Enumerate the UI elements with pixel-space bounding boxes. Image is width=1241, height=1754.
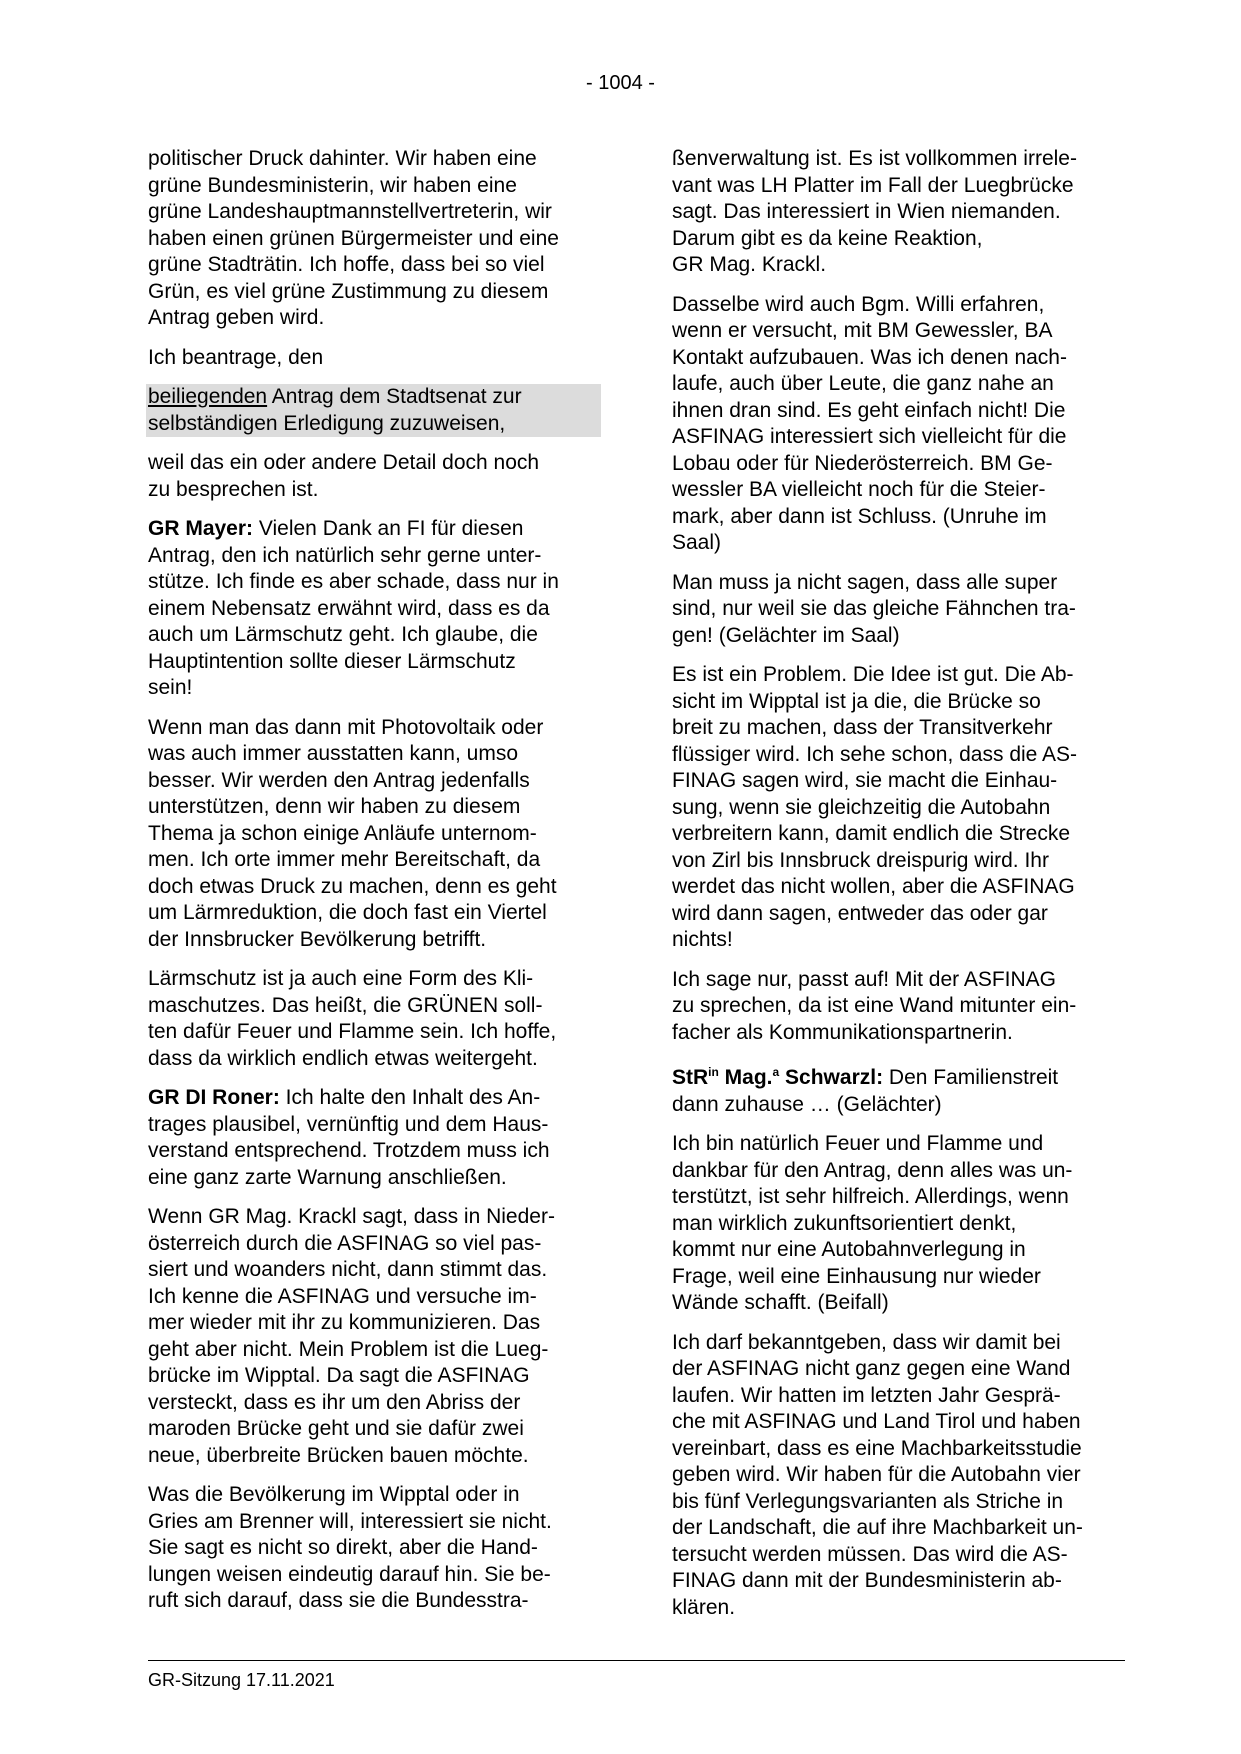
text-line: brücke im Wipptal. Da sagt die ASFINAG xyxy=(148,1364,530,1387)
text-line: klären. xyxy=(672,1595,736,1619)
text-line: Lobau oder für Niederösterreich. BM Ge- xyxy=(672,451,1053,475)
text-line: unterstützen, denn wir haben zu diesem xyxy=(148,795,521,818)
text-line: flüssiger wird. Ich sehe schon, dass die AS- xyxy=(672,742,1078,766)
speech-roner xyxy=(148,1085,603,1191)
speech-mayer xyxy=(148,516,603,702)
text-line: Ich darf bekanntgeben, dass wir damit bei xyxy=(672,1330,1061,1354)
speech-first-line xyxy=(672,1059,1127,1092)
text-line: maroden Brücke geht und sie dafür zwei xyxy=(148,1417,524,1440)
motion-line: selbständigen Erledigung zuzuweisen, xyxy=(148,411,506,435)
text-line: grüne Landeshauptmannstellvertreterin, wir xyxy=(148,200,552,223)
text-line: vant was LH Platter im Fall der Luegbrücke xyxy=(672,173,1074,197)
text-line: von Zirl bis Innsbruck dreispurig wird. Ihr xyxy=(672,848,1049,872)
speech-text: Ich halte den Inhalt des An- xyxy=(279,1086,541,1109)
text-line: bis fünf Verlegungsvarianten als Striche in xyxy=(672,1489,1064,1513)
text-line: haben einen grünen Bürgermeister und eine xyxy=(148,226,559,250)
text-line: Hauptintention sollte dieser Lärmschutz xyxy=(148,649,516,673)
text-line: sein! xyxy=(148,676,193,699)
text-line: nichts! xyxy=(672,928,733,951)
paragraph xyxy=(672,1131,1127,1317)
paragraph xyxy=(148,1204,603,1469)
text-line: sind, nur weil sie das gleiche Fähnchen tra- xyxy=(672,597,1076,620)
text-line: eine ganz zarte Warnung anschließen. xyxy=(148,1165,507,1189)
text-line: zu sprechen, da ist eine Wand mitunter ein- xyxy=(672,994,1077,1017)
text-line: Es ist ein Problem. Die Idee ist gut. Die Ab- xyxy=(672,663,1074,686)
text-line: Wenn man das dann mit Photovoltaik oder xyxy=(148,715,544,739)
text-line: ten dafür Feuer und Flamme sein. Ich hoffe, xyxy=(148,1020,557,1043)
text-line: um Lärmreduktion, die doch fast ein Viertel xyxy=(148,901,547,924)
text-line: sagt. Das interessiert in Wien niemanden. xyxy=(672,200,1061,223)
page-number: - 1004 - xyxy=(586,72,655,94)
paragraph xyxy=(148,146,603,332)
text-line: stütze. Ich finde es aber schade, dass nur in xyxy=(148,570,559,593)
speech-text: Vielen Dank an FI für diesen xyxy=(253,517,524,540)
footer-divider xyxy=(148,1660,1125,1661)
text-line: verbreitern kann, damit endlich die Strecke xyxy=(672,822,1071,845)
speech-text: Den Familienstreit xyxy=(883,1066,1059,1089)
text-line: Wenn GR Mag. Krackl sagt, dass in Nieder- xyxy=(148,1205,555,1228)
text-line: Frage, weil eine Einhausung nur wieder xyxy=(672,1264,1041,1288)
text-line: was auch immer ausstatten kann, umso xyxy=(148,742,519,765)
text-line: dass da wirklich endlich etwas weitergeht. xyxy=(148,1046,538,1070)
text-line: vereinbart, dass es eine Machbarkeitsstudie xyxy=(672,1436,1082,1460)
text-line: mark, aber dann ist Schluss. (Unruhe im xyxy=(672,504,1047,528)
paragraph xyxy=(672,570,1127,650)
text-line: ruft sich darauf, dass sie die Bundesstra- xyxy=(148,1589,529,1612)
text-line: tersucht werden müssen. Das wird die AS- xyxy=(672,1542,1068,1566)
text-line: GR Mag. Krackl. xyxy=(672,253,827,276)
text-line: Antrag, den ich natürlich sehr gerne unter- xyxy=(148,543,542,567)
text-line: che mit ASFINAG und Land Tirol und haben xyxy=(672,1410,1081,1433)
speech-lines xyxy=(672,1092,1127,1119)
motion-highlight-block xyxy=(146,384,601,437)
text-line: sicht im Wipptal ist ja die, die Brücke so xyxy=(672,689,1041,713)
paragraph xyxy=(672,146,1127,279)
motion-line xyxy=(148,384,601,411)
text-line: men. Ich orte immer mehr Bereitschaft, da xyxy=(148,848,541,871)
text-line: auch um Lärmschutz geht. Ich glaube, die xyxy=(148,623,538,646)
text-line: Sie sagt es nicht so direkt, aber die Hand- xyxy=(148,1536,538,1559)
speech-first-line xyxy=(148,1085,603,1112)
text-line: dankbar für den Antrag, denn alles was un- xyxy=(672,1158,1073,1182)
text-line: terstützt, ist sehr hilfreich. Allerdings, wenn xyxy=(672,1185,1069,1208)
text-line: Man muss ja nicht sagen, dass alle super xyxy=(672,570,1058,594)
text-line: Ich sage nur, passt auf! Mit der ASFINAG xyxy=(672,967,1057,991)
text-line: sung, wenn sie gleichzeitig die Autobahn xyxy=(672,795,1051,819)
speaker-name: GR DI Roner: xyxy=(148,1086,280,1109)
text-line: werdet das nicht wollen, aber die ASFINAG xyxy=(672,875,1075,898)
text-line: Ich kenne die ASFINAG und versuche im- xyxy=(148,1284,537,1308)
text-line: wird dann sagen, entweder das oder gar xyxy=(672,901,1048,925)
motion-link-word: beiliegenden xyxy=(148,385,268,408)
text-line: FINAG dann mit der Bundesministerin ab- xyxy=(672,1569,1062,1592)
text-line: dann zuhause … (Gelächter) xyxy=(672,1092,942,1116)
text-line: neue, überbreite Brücken bauen möchte. xyxy=(148,1443,529,1467)
text-line: kommt nur eine Autobahnverlegung in xyxy=(672,1238,1026,1261)
paragraph xyxy=(148,966,603,1072)
text-line: grüne Stadträtin. Ich hoffe, dass bei so viel xyxy=(148,253,545,276)
text-line: Antrag geben wird. xyxy=(148,306,325,329)
text-line: Gries am Brenner will, interessiert sie nicht. xyxy=(148,1509,552,1533)
text-line: maschutzes. Das heißt, die GRÜNEN soll- xyxy=(148,993,543,1017)
text-line: verstand entsprechend. Trotzdem muss ich xyxy=(148,1139,550,1162)
speaker-name: GR Mayer: xyxy=(148,517,254,540)
text-line: ASFINAG interessiert sich vielleicht für die xyxy=(672,425,1067,448)
text-line: besser. Wir werden den Antrag jedenfalls xyxy=(148,768,530,792)
text-line: doch etwas Druck zu machen, denn es geht xyxy=(148,874,557,898)
text-line: geben wird. Wir haben für die Autobahn vier xyxy=(672,1463,1081,1486)
text-line: der Landschaft, die auf ihre Machbarkeit un- xyxy=(672,1516,1083,1539)
paragraph xyxy=(672,967,1127,1047)
speech-first-line xyxy=(148,516,603,543)
text-line: Kontakt aufzubauen. Was ich denen nach- xyxy=(672,345,1067,369)
paragraph xyxy=(672,292,1127,557)
left-column xyxy=(148,146,603,1628)
text-line: gen! (Gelächter im Saal) xyxy=(672,623,900,647)
text-line: laufen. Wir hatten im letzten Jahr Gesprä- xyxy=(672,1383,1061,1407)
text-line: geht aber nicht. Mein Problem ist die Lueg- xyxy=(148,1337,549,1361)
text-line: Ich beantrage, den xyxy=(148,345,324,369)
text-line: Lärmschutz ist ja auch eine Form des Kli- xyxy=(148,967,534,990)
text-line: laufe, auch über Leute, die ganz nahe an xyxy=(672,372,1054,395)
text-line: österreich durch die ASFINAG so viel pas- xyxy=(148,1231,542,1255)
text-line: wessler BA vielleicht noch für die Steier- xyxy=(672,478,1046,501)
text-line: trages plausibel, vernünftig und dem Haus- xyxy=(148,1112,549,1136)
speech-lines xyxy=(148,543,603,702)
text-line: FINAG sagen wird, sie macht die Einhau- xyxy=(672,769,1058,792)
text-line: wenn er versucht, mit BM Gewessler, BA xyxy=(672,319,1053,342)
text-line: ßenverwaltung ist. Es ist vollkommen irrele- xyxy=(672,147,1077,170)
text-line: Darum gibt es da keine Reaktion, xyxy=(672,226,983,250)
text-line: Grün, es viel grüne Zustimmung zu diesem xyxy=(148,279,549,303)
text-line: lungen weisen eindeutig darauf hin. Sie be- xyxy=(148,1562,551,1586)
text-line: siert und woanders nicht, dann stimmt das. xyxy=(148,1258,548,1281)
text-line: facher als Kommunikationspartnerin. xyxy=(672,1020,1013,1044)
text-line: der ASFINAG nicht ganz gegen eine Wand xyxy=(672,1357,1071,1380)
motion-text: Antrag dem Stadtsenat zur xyxy=(267,385,522,408)
text-line: Ich bin natürlich Feuer und Flamme und xyxy=(672,1132,1044,1155)
text-line: der Innsbrucker Bevölkerung betrifft. xyxy=(148,927,487,951)
text-line: einem Nebensatz erwähnt wird, dass es da xyxy=(148,596,550,620)
speech-schwarzl xyxy=(672,1059,1127,1118)
text-line: weil das ein oder andere Detail doch noch xyxy=(148,451,540,474)
text-line: man wirklich zukunftsorientiert denkt, xyxy=(672,1211,1017,1235)
text-line: mer wieder mit ihr zu kommunizieren. Das xyxy=(148,1311,541,1334)
speech-lines xyxy=(148,1112,603,1192)
footer-session-date: GR-Sitzung 17.11.2021 xyxy=(148,1670,335,1690)
text-line: ihnen dran sind. Es geht einfach nicht! Die xyxy=(672,398,1066,422)
paragraph xyxy=(148,450,603,503)
paragraph xyxy=(672,1330,1127,1622)
text-line: politischer Druck dahinter. Wir haben eine xyxy=(148,147,537,170)
text-line: grüne Bundesministerin, wir haben eine xyxy=(148,173,517,197)
paragraph xyxy=(148,1482,603,1615)
text-line: Wände schafft. (Beifall) xyxy=(672,1291,889,1314)
text-line: Thema ja schon einige Anläufe unternom- xyxy=(148,821,537,845)
speaker-name: StR$^{in}$ Mag.$^a$ Schwarzl: xyxy=(672,1065,884,1089)
text-line: Saal) xyxy=(672,531,722,554)
text-line: zu besprechen ist. xyxy=(148,477,319,501)
text-line: Was die Bevölkerung im Wipptal oder in xyxy=(148,1483,520,1506)
text-line: breit zu machen, dass der Transitverkehr xyxy=(672,716,1053,739)
text-line: Dasselbe wird auch Bgm. Willi erfahren, xyxy=(672,292,1045,316)
text-line: versteckt, dass es ihr um den Abriss der xyxy=(148,1390,521,1414)
paragraph xyxy=(148,345,603,372)
paragraph xyxy=(148,715,603,954)
right-column xyxy=(672,146,1127,1634)
paragraph xyxy=(672,662,1127,954)
